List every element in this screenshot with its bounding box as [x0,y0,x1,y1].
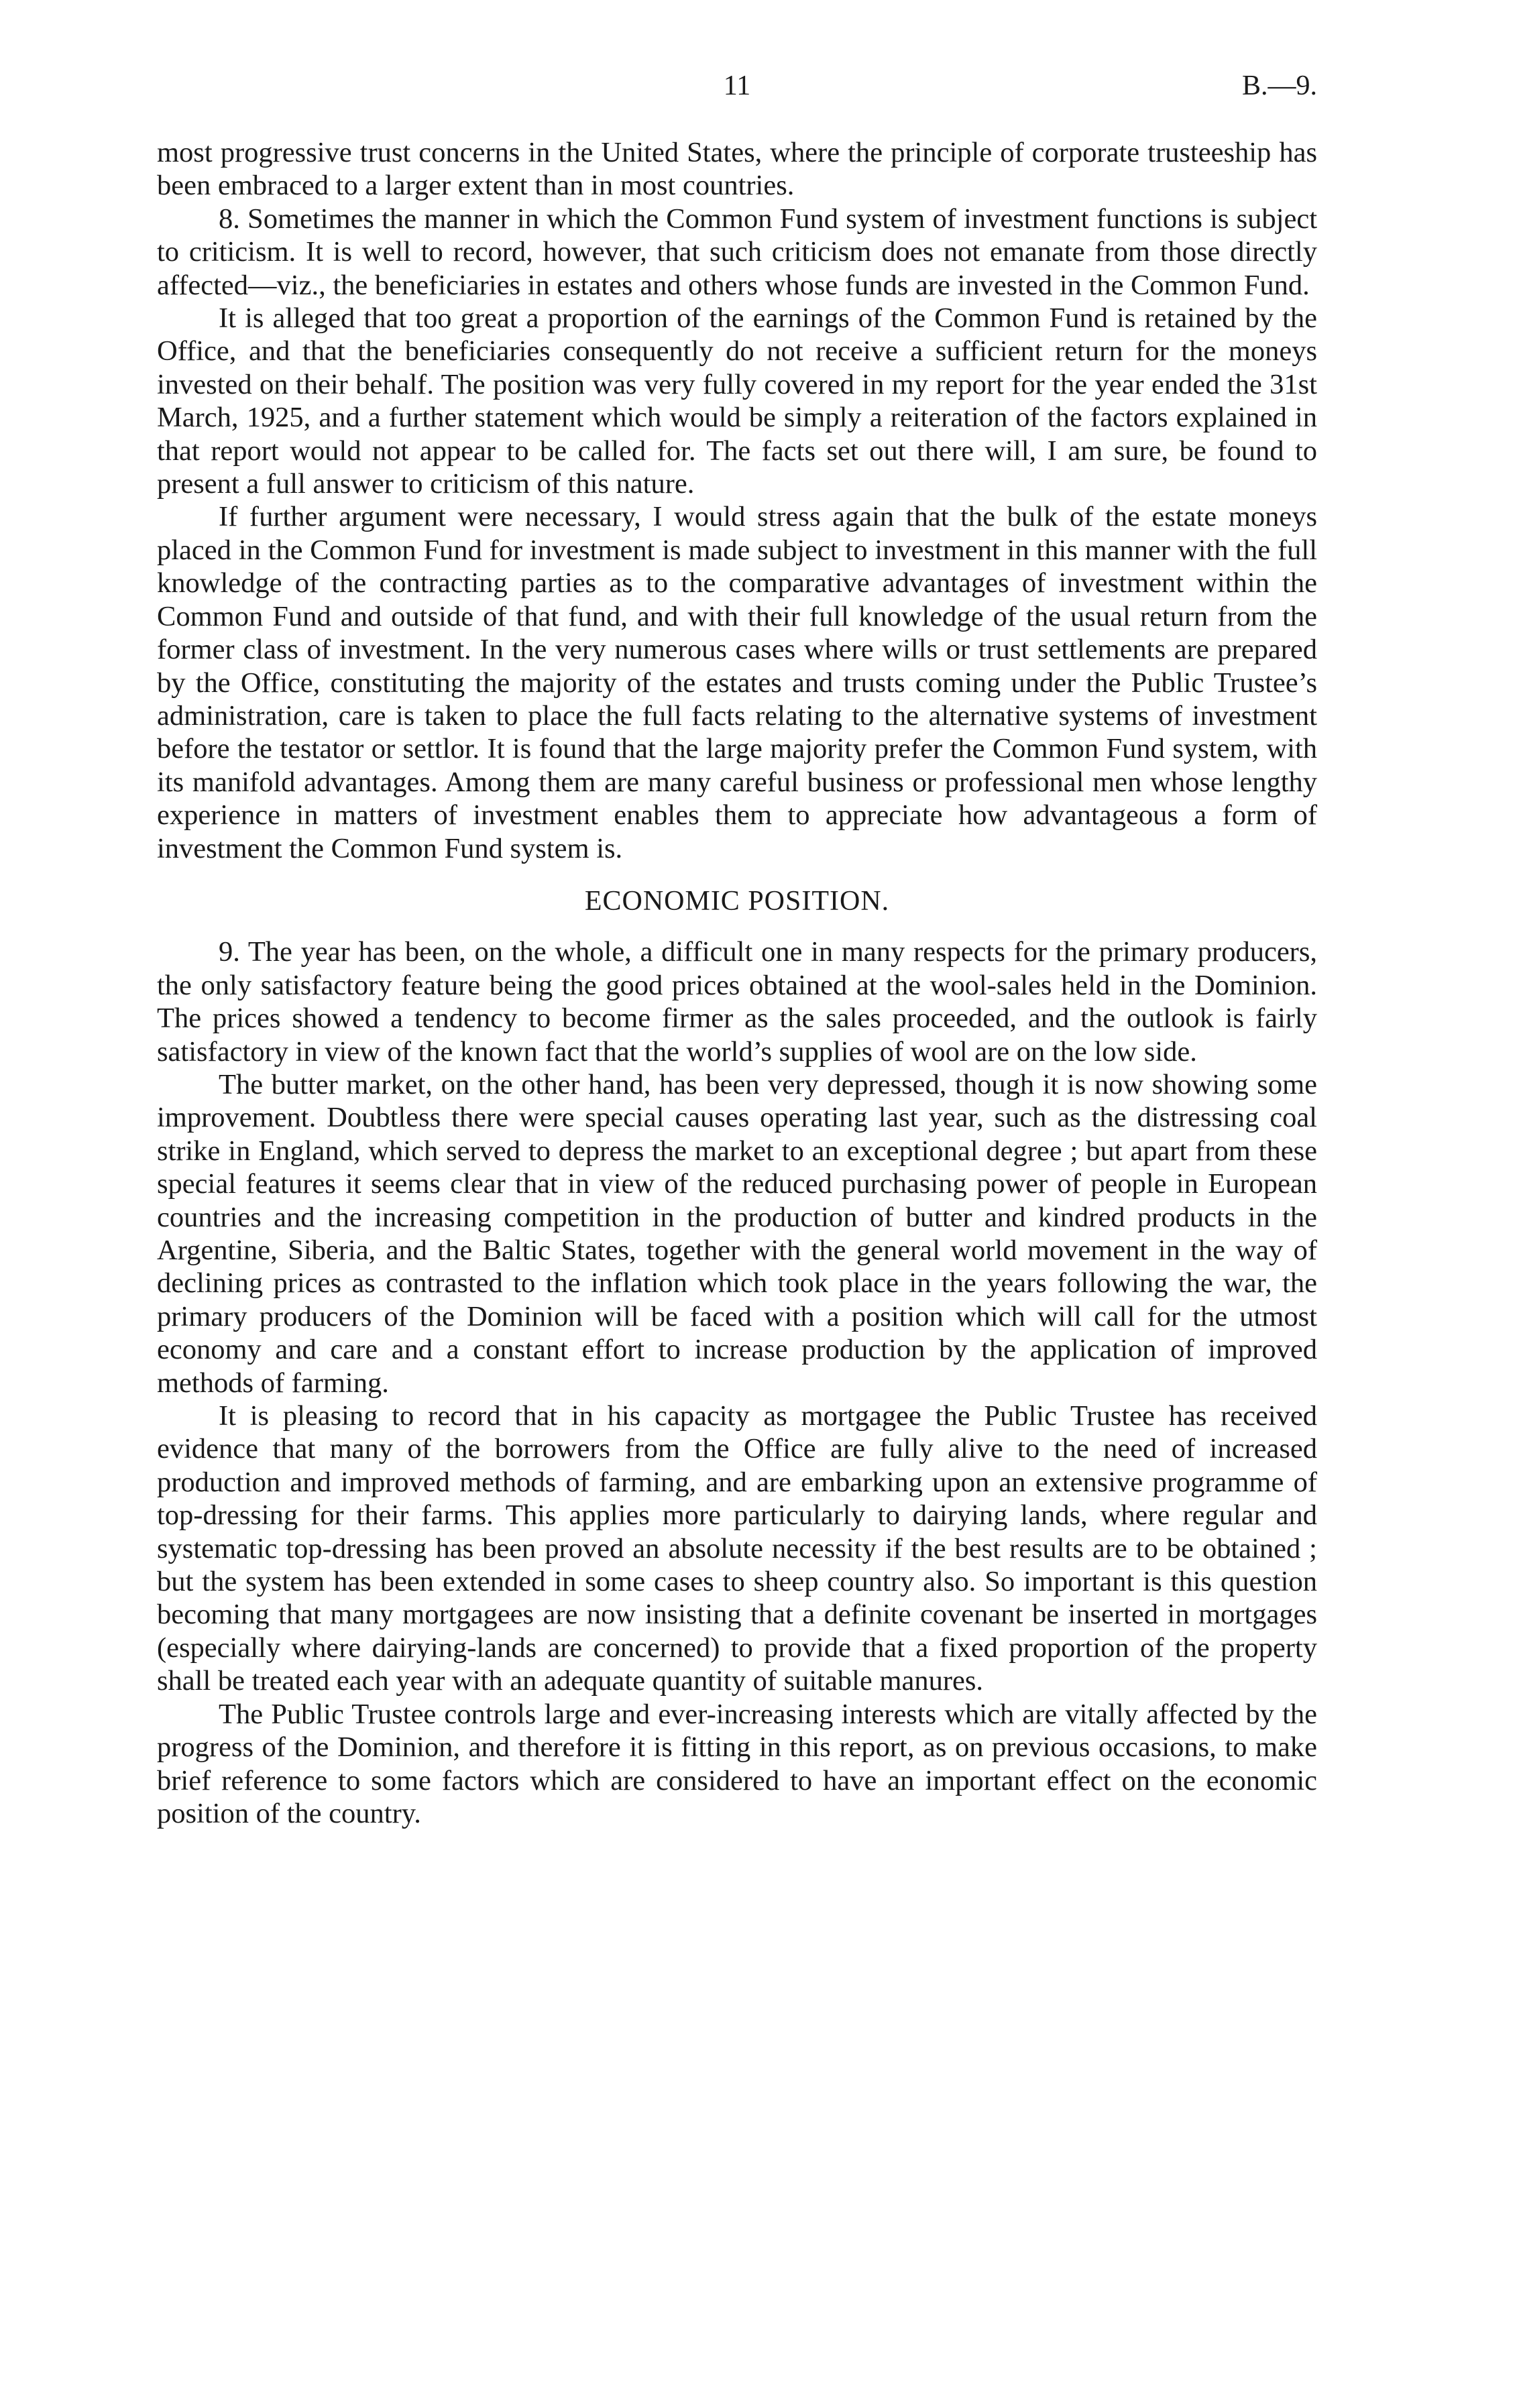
body-text [157,136,1317,1830]
paragraph-butter-market: The butter market, on the other hand, has been very depressed, though it is now showing some improvement. Doubtless there were special causes operating last year, such as the distressing coal strike in England, which served to depress the market to an exceptional degree ; but apart from these special features it seems clear that in view of the reduced purchasing power of people in European countries and the increasing competition in the production of butter and kindred products in the Argentine, Siberia, and the Baltic States, together with the general world movement in the way of declining prices as contrasted to the inflation which took place in the years following the war, the primary producers of the Dominion will be faced with a position which will call for the utmost economy and care and a constant effort to increase production by the application of improved methods of farming. [157,1068,1317,1399]
paragraph-common-fund-criticism: 8. Sometimes the manner in which the Common Fund system of investment functions is subject to criticism. It is well to record, however, that such criticism does not emanate from those directly affected—viz., the beneficiaries in estates and others whose funds are invested in the Common Fund. [157,203,1317,301]
section-heading-economic-position: ECONOMIC POSITION. [584,885,890,917]
paragraph-continuation: most progressive trust concerns in the United States, where the principle of corporate trusteeship has been embraced to a larger extent than in most countries. [157,137,1317,202]
paragraph-top-dressing: It is pleasing to record that in his capacity as mortgagee the Public Trustee has received evidence that many of the borrowers from the Office are fully alive to the need of increased production and improved methods of farming, and are embarking upon an extensive programme of top-dressing for their farms. This applies more particularly to dairying lands, where regular and systematic top-dressing has been proved an absolute necessity if the best results are to be obtained ; but the system has been extended in some cases to sheep country also. So important is this question becoming that many mortgagees are now insisting that a definite covenant be inserted in mortgages (especially where dairying-lands are concerned) to provide that a fixed proportion of the property shall be treated each year with an adequate quantity of suitable manures. [157,1400,1317,1697]
paragraph-primary-producers: 9. The year has been, on the whole, a difficult one in many respects for the primary producers, the only satisfactory feature being the good prices obtained at the wool-sales held in the Dominion. The prices showed a tendency to become firmer as the sales proceeded, and the outlook is fairly satisfactory in view of the known fact that the world’s supplies of wool are on the low side. [157,936,1317,1068]
page-header [157,66,1317,106]
page-number: 11 [723,70,751,101]
paragraph-further-argument: If further argument were necessary, I would stress again that the bulk of the estate moneys placed in the Common Fund for investment is made subject to investment in this manner with the full knowledge of the contracting parties as to the comparative advantages of investment within the Common Fund and outside of that fund, and with their full knowledge of the usual return from the former class of investment. In the very numerous cases where wills or trust settlements are prepared by the Office, constituting the majority of the estates and trusts coming under the Public Trustee’s administration, care is taken to place the full facts relating to the alternative systems of investment before the testator or settlor. It is found that the large majority prefer the Common Fund system, with its manifold advantages. Among them are many careful business or professional men whose lengthy experience in matters of investment enables them to appreciate how advantageous a form of investment the Common Fund system is. [157,501,1317,864]
paragraph-public-trustee-interests: The Public Trustee controls large and ever-increasing interests which are vitally affected by the progress of the Dominion, and therefore it is fitting in this report, as on previous occasions, to make brief reference to some factors which are considered to have an important effect on the economic position of the country. [157,1698,1317,1829]
series-code: B.—9. [1241,70,1317,101]
paragraph-earnings-retained: It is alleged that too great a proportion of the earnings of the Common Fund is retained by the Office, and that the beneficiaries consequently do not receive a sufficient return for the moneys invested on their behalf. The position was very fully covered in my report for the year ended the 31st March, 1925, and a further statement which would be simply a reiteration of the factors explained in that report would not appear to be called for. The facts set out there will, I am sure, be found to present a full answer to criticism of this nature. [157,302,1317,500]
